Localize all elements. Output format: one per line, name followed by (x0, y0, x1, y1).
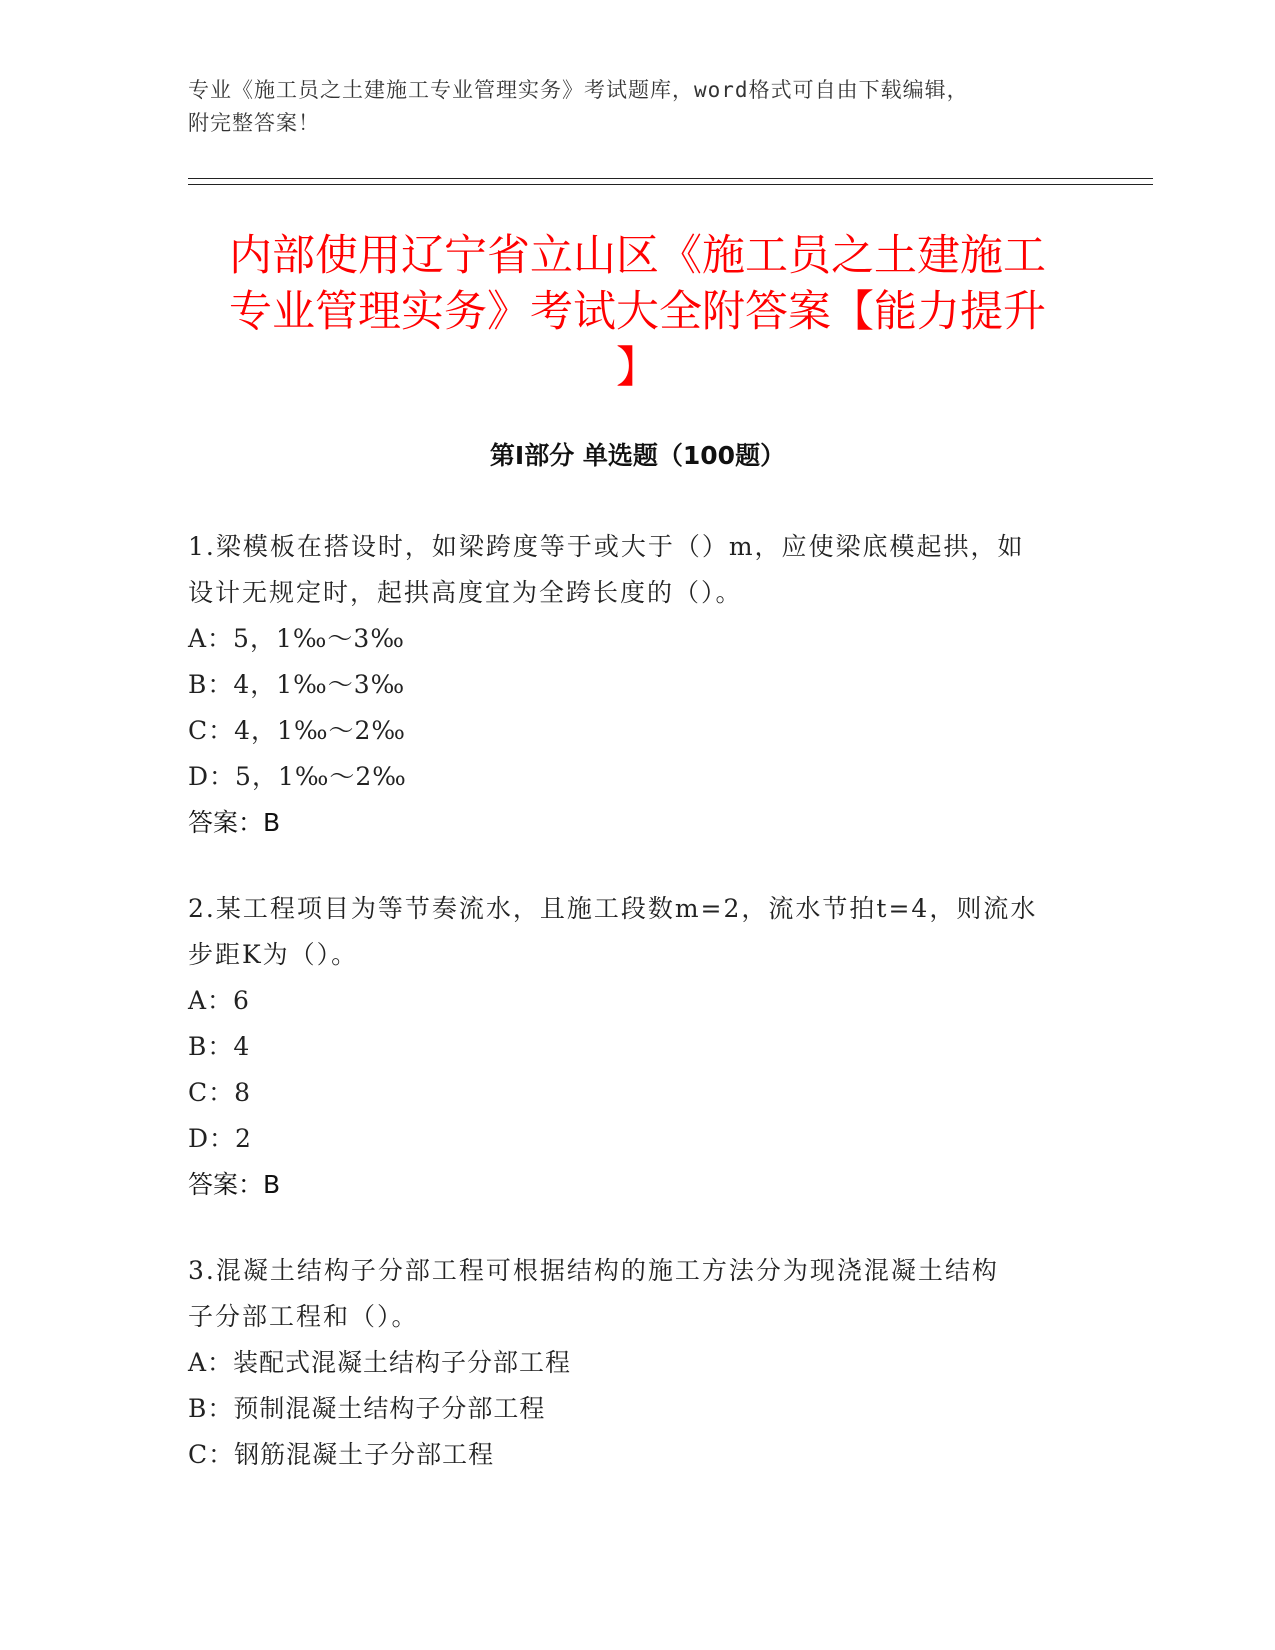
document-title (180, 228, 1095, 396)
option-a: A：6 (188, 986, 250, 1015)
header-line-1: 专业《施工员之土建施工专业管理实务》考试题库，word格式可自由下载编辑， (188, 78, 969, 102)
title-line-1: 内部使用辽宁省立山区《施工员之土建施工 (229, 231, 1046, 281)
question-stem: 3.混凝土结构子分部工程可根据结构的施工方法分为现浇混凝土结构 (188, 1256, 999, 1285)
title-line-2: 专业管理实务》考试大全附答案【能力提升 (229, 287, 1046, 337)
option-a: A：装配式混凝土结构子分部工程 (188, 1348, 572, 1377)
option-a: A：5，1‰～3‰ (188, 624, 405, 653)
question-1 (188, 524, 1078, 846)
option-b: B：预制混凝土结构子分部工程 (188, 1394, 546, 1423)
section-heading: 第Ⅰ部分 单选题（100题） (489, 441, 786, 470)
question-2 (188, 886, 1078, 1208)
option-c: C：8 (188, 1078, 252, 1107)
question-stem: 设计无规定时，起拱高度宜为全跨长度的（）。 (188, 578, 743, 607)
question-3 (188, 1248, 1078, 1478)
option-b: B：4 (188, 1032, 251, 1061)
header-divider-bottom (188, 184, 1153, 185)
page-header (188, 74, 1088, 140)
option-c: C：4，1‰～2‰ (188, 716, 406, 745)
question-stem: 步距K为（）。 (188, 940, 359, 969)
header-divider-top (188, 178, 1153, 179)
option-b: B：4，1‰～3‰ (188, 670, 406, 699)
option-d: D：2 (188, 1124, 252, 1153)
header-line-2: 附完整答案！ (188, 111, 320, 135)
answer: 答案：B (188, 808, 281, 837)
question-stem: 2.某工程项目为等节奏流水，且施工段数m=2，流水节拍t=4，则流水 (188, 894, 1038, 923)
option-d: D：5，1‰～2‰ (188, 762, 407, 791)
option-c: C：钢筋混凝土子分部工程 (188, 1440, 495, 1469)
question-stem: 1.梁模板在搭设时，如梁跨度等于或大于（）m，应使梁底模起拱，如 (188, 532, 1025, 561)
answer: 答案：B (188, 1170, 281, 1199)
question-stem: 子分部工程和（）。 (188, 1302, 419, 1331)
title-line-3: 】 (616, 343, 659, 393)
